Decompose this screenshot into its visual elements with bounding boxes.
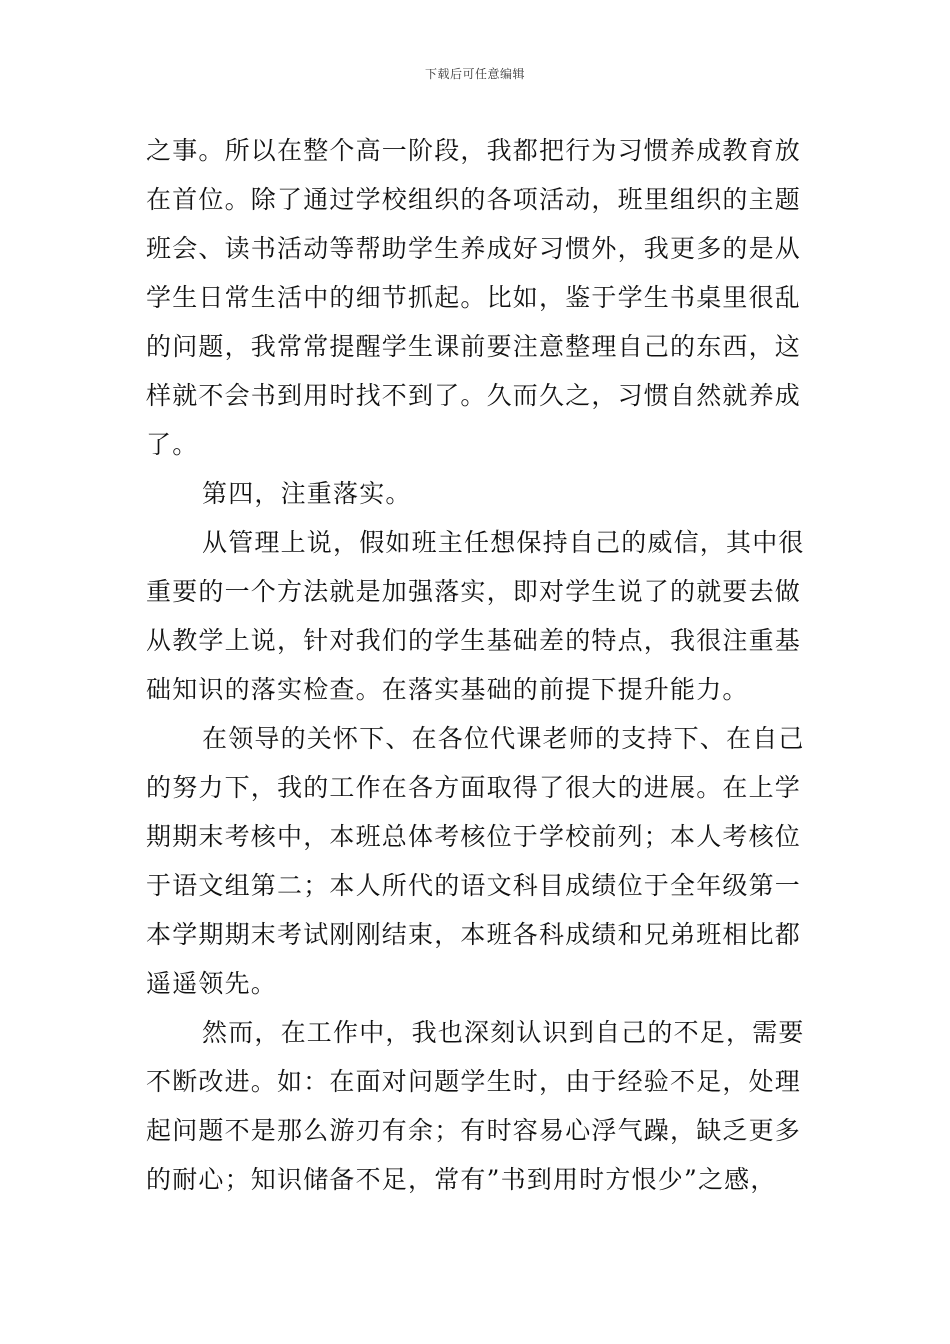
paragraph-2 — [146, 469, 812, 518]
text-line: 期期末考核中，本班总体考核位于学校前列；本人考核位 — [146, 822, 802, 851]
text-line: 班会、读书活动等帮助学生养成好习惯外，我更多的是从 — [146, 234, 802, 263]
text-line: 的努力下，我的工作在各方面取得了很大的进展。在上学 — [146, 773, 802, 802]
text-line: 本学期期末考试刚刚结束，本班各科成绩和兄弟班相比都 — [146, 920, 802, 949]
text-line: 不断改进。如：在面对问题学生时，由于经验不足，处理 — [146, 1067, 802, 1096]
page-header: 下载后可任意编辑 — [424, 67, 525, 81]
text-line: 重要的一个方法就是加强落实，即对学生说了的就要去做 — [146, 577, 802, 606]
text-line: 从管理上说，假如班主任想保持自己的威信，其中很 — [202, 528, 805, 557]
text-line: 遥遥领先。 — [146, 969, 278, 998]
text-line: 在首位。除了通过学校组织的各项活动，班里组织的主题 — [146, 185, 802, 214]
text-line: 起问题不是那么游刃有余；有时容易心浮气躁，缺乏更多 — [146, 1116, 802, 1145]
text-line: 在领导的关怀下、在各位代课老师的支持下、在自己 — [202, 724, 805, 753]
paragraph-4 — [146, 714, 812, 1008]
text-line: 的耐心；知识储备不足，常有”书到用时方恨少”之感， — [146, 1165, 777, 1194]
text-line: 然而，在工作中，我也深刻认识到自己的不足，需要 — [202, 1018, 805, 1047]
text-line: 学生日常生活中的细节抓起。比如，鉴于学生书桌里很乱 — [146, 283, 802, 312]
paragraph-5 — [146, 1008, 812, 1204]
text-line: 从教学上说，针对我们的学生基础差的特点，我很注重基 — [146, 626, 802, 655]
text-line: 之事。所以在整个高一阶段，我都把行为习惯养成教育放 — [146, 136, 802, 165]
text-line: 第四，注重落实。 — [202, 479, 412, 508]
paragraph-3 — [146, 518, 812, 714]
paragraph-1 — [146, 126, 812, 469]
document-body — [146, 126, 812, 1204]
text-line: 样就不会书到用时找不到了。久而久之，习惯自然就养成 — [146, 381, 802, 410]
text-line: 的问题，我常常提醒学生课前要注意整理自己的东西，这 — [146, 332, 802, 361]
text-line: 了。 — [146, 430, 199, 459]
text-line: 础知识的落实检查。在落实基础的前提下提升能力。 — [146, 675, 749, 704]
text-line: 于语文组第二；本人所代的语文科目成绩位于全年级第一 — [146, 871, 802, 900]
